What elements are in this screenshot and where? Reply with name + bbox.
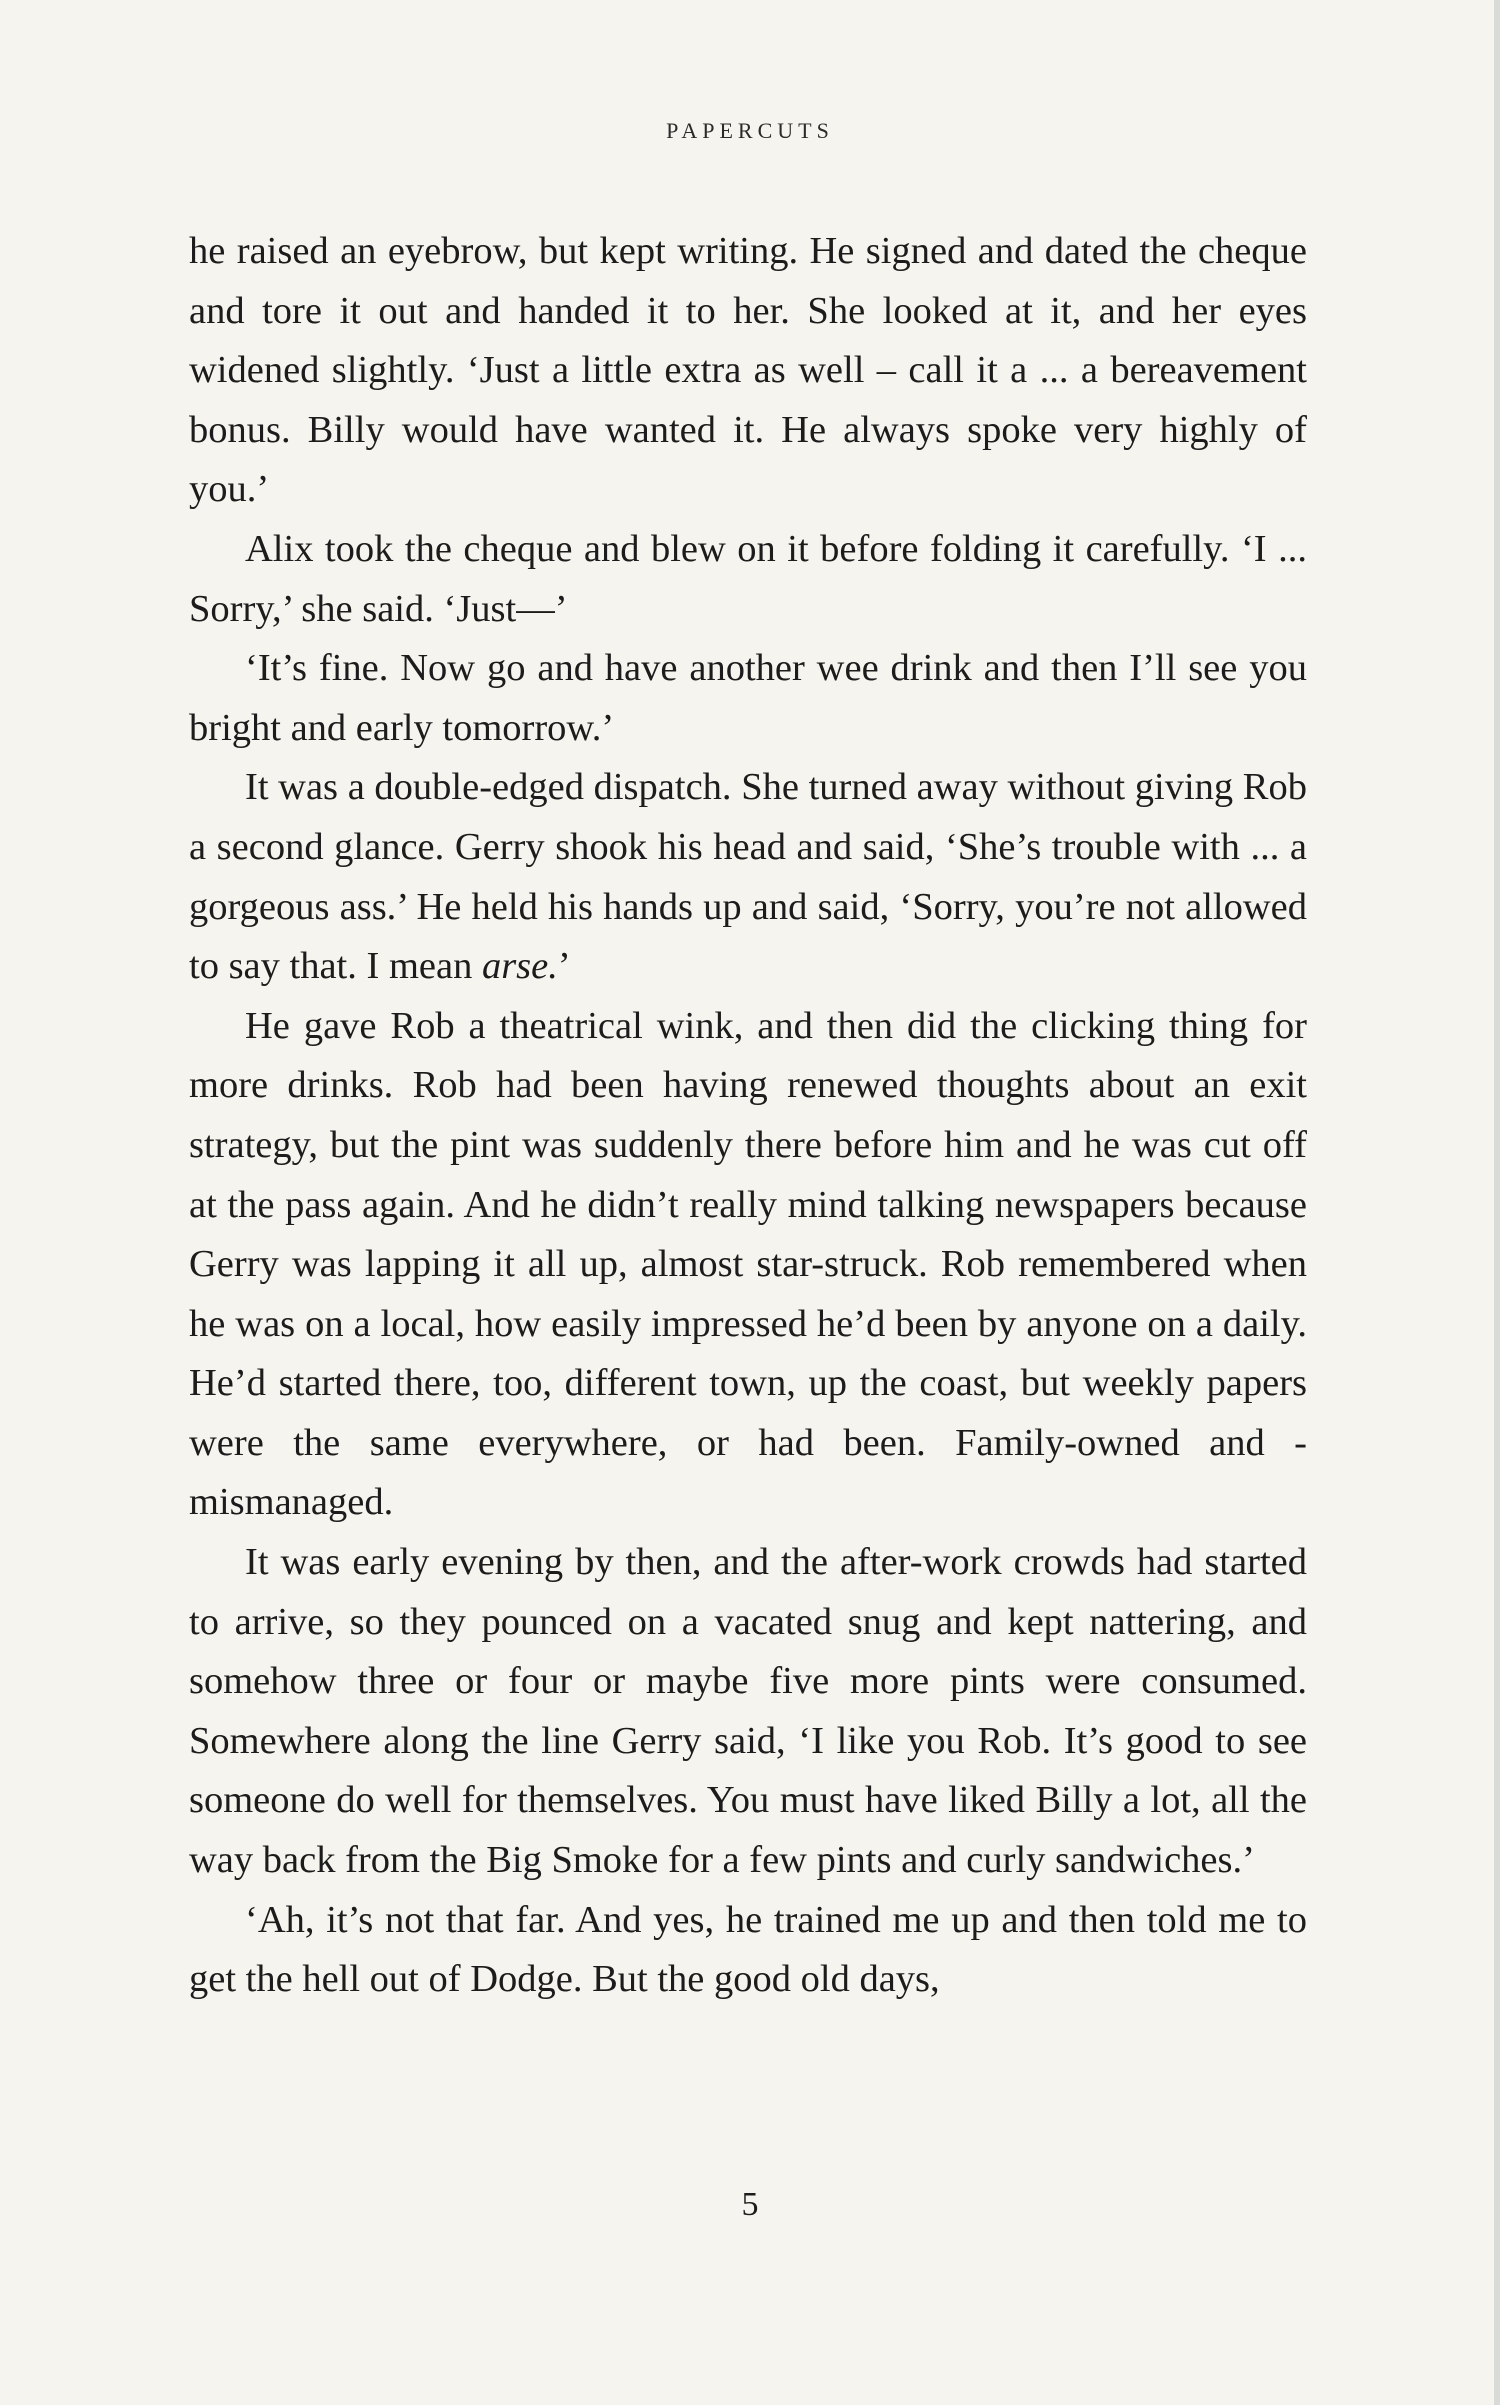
- paragraph-4: [189, 758, 1307, 996]
- paragraph-6: It was early evening by then, and the after-work crowds had started to arrive, so they pounced on a vacated snug and kept nattering, and somehow three or four or maybe five more pints were consumed. Somewhere along the line Gerry said, ‘I like you Rob. It’s good to see someone do well for themselves. You must have liked Billy a lot, all the way back from the Big Smoke for a few pints and curly sandwiches.’: [189, 1541, 1307, 1882]
- page-edge: [1494, 0, 1500, 2405]
- paragraph-1: he raised an eyebrow, but kept writing. He signed and dated the cheque and tore it out and handed it to her. She looked at it, and her eyes widened slightly. ‘Just a little extra as well – call it a ... a bereavement bonus. Billy would have wanted it. He always spoke very highly of you.’: [189, 230, 1307, 511]
- paragraph-4-text: It was a double-edged dispatch. She turned away without giving Rob a second glance. Gerry shook his head and said, ‘She’s trouble with ... a gorgeous ass.’ He held his hands up and said, ‘Sorry, you’re not allowed to say that. I mean: [189, 766, 1307, 988]
- paragraph-3: ‘It’s fine. Now go and have another wee drink and then I’ll see you bright and early tomorrow.’: [189, 647, 1307, 749]
- paragraph-2: Alix took the cheque and blew on it before folding it carefully. ‘I ... Sorry,’ she said. ‘Just—’: [189, 527, 1307, 630]
- page-number: 5: [741, 2186, 759, 2223]
- running-head: PAPERCUTS: [666, 118, 834, 143]
- paragraph-5: He gave Rob a theatrical wink, and then did the clicking thing for more drinks. Rob had been having renewed thoughts about an exit strategy, but the pint was suddenly there before him and he was cut off at the pass again. And he didn’t really mind talking newspapers because Gerry was lapping it all up, almost star-struck. Rob remembered when he was on a local, how easily impressed he’d been by anyone on a daily. He’d started there, too, different town, up the coast, but weekly papers were the same everywhere, or had been. Family-owned and -mismanaged.: [189, 1004, 1307, 1524]
- paragraph-4-closing-quote: ’: [557, 945, 571, 988]
- paragraph-4-emphasis: arse.: [481, 945, 558, 988]
- paragraph-7: ‘Ah, it’s not that far. And yes, he trained me up and then told me to get the hell out of Dodge. But the good old days,: [189, 1898, 1307, 2001]
- body-text: [189, 222, 1307, 2010]
